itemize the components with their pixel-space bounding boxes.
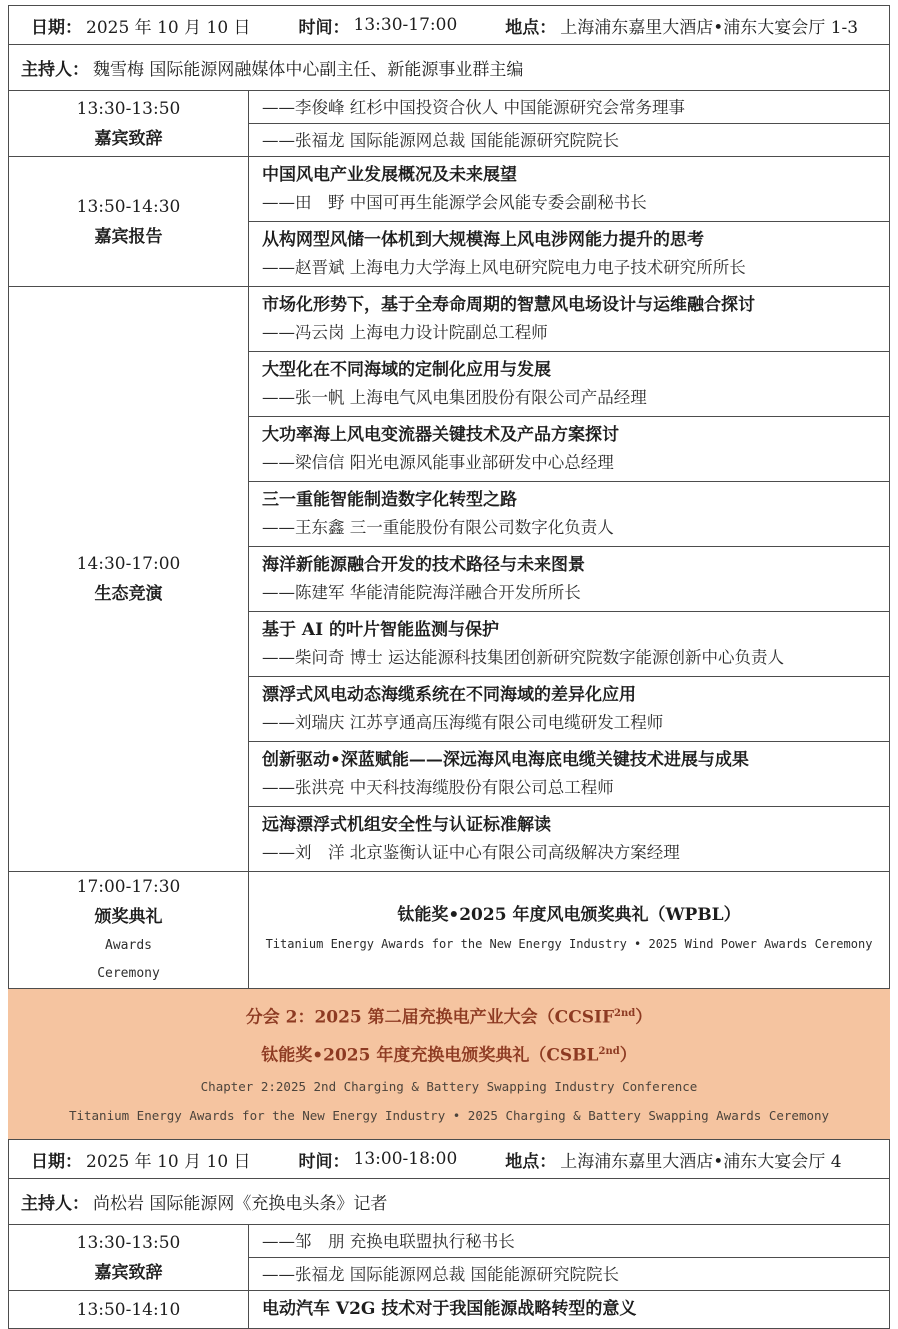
talk-title: 市场化形势下，基于全寿命周期的智慧风电场设计与运维融合探讨	[262, 295, 755, 315]
time-range: 13:50-14:30	[76, 196, 181, 217]
time-range: 13:30-13:50	[76, 98, 181, 119]
schedule-block-opening	[9, 90, 889, 156]
date-label: 日期：	[31, 1151, 82, 1172]
talk-item	[249, 416, 889, 481]
talk-speaker: ——李俊峰 红杉中国投资合伙人 中国能源研究会常务理事	[262, 97, 685, 117]
date-value: 2025 年 10 月 10 日	[86, 17, 251, 38]
time-group	[299, 13, 458, 38]
venue-group	[505, 1147, 841, 1172]
talk-item	[249, 1257, 889, 1290]
talk-title: 基于 AI 的叶片智能监测与保护	[262, 620, 499, 640]
time-value: 13:30-17:00	[353, 15, 458, 35]
talk-item	[249, 91, 889, 123]
award-title-en: Titanium Energy Awards for the New Energy Industry • 2025 Wind Power Awards Ceremony	[265, 937, 873, 951]
stage-label: 嘉宾致辞	[94, 128, 163, 149]
date-group	[31, 1147, 251, 1172]
superscript-2nd: 2nd	[598, 1045, 620, 1057]
time-cell	[9, 287, 249, 871]
awards-block	[9, 871, 889, 988]
stage-label: 生态竞演	[94, 584, 163, 604]
stage-label: 颁奖典礼	[94, 907, 163, 927]
talk-item	[249, 157, 889, 221]
talk-speaker: ——张福龙 国际能源网总裁 国能能源研究院院长	[262, 1264, 619, 1284]
superscript-2nd: 2nd	[614, 1008, 636, 1019]
talk-item	[249, 676, 889, 741]
talk-speaker: ——梁信信 阳光电源风能事业部研发中心总经理	[262, 453, 614, 472]
talk-item	[249, 221, 889, 286]
time-label: 时间：	[298, 1151, 350, 1172]
talk-title: 大型化在不同海域的定制化应用与发展	[262, 360, 551, 380]
talk-speaker: ——陈建军 华能清能院海洋融合开发所所长	[262, 583, 581, 602]
date-group	[31, 13, 251, 38]
talk-title: 大功率海上风电变流器关键技术及产品方案探讨	[262, 425, 619, 445]
stage-label-en: Awards	[105, 938, 152, 953]
talk-speaker: ——刘瑞庆 江苏亨通高压海缆有限公司电缆研发工程师	[262, 713, 664, 732]
talk-title: 远海漂浮式机组安全性与认证标准解读	[262, 815, 551, 835]
talk-item	[249, 123, 889, 156]
time-group	[299, 1147, 458, 1172]
date-value: 2025 年 10 月 10 日	[86, 1151, 251, 1172]
talk-title: 漂浮式风电动态海缆系统在不同海域的差异化应用	[262, 685, 636, 705]
talk-title: 从构网型风储一体机到大规模海上风电涉网能力提升的思考	[262, 230, 704, 250]
awards-content	[249, 872, 889, 986]
session2-banner	[8, 989, 890, 1139]
talk-speaker: ——张一帆 上海电气风电集团股份有限公司产品经理	[262, 388, 647, 407]
banner-title-cn-line2: 钛能奖•2025 年度充换电颁奖典礼$(CSBL^{2nd})$	[261, 1045, 637, 1066]
banner-title-en-line2: Titanium Energy Awards for the New Energy Industry • 2025 Charging & Battery Swapping Awards Ceremony	[68, 1108, 830, 1124]
time-value: 13:00-18:00	[353, 1149, 458, 1170]
talk-item	[249, 287, 889, 351]
session2-host-row	[9, 1178, 889, 1224]
time-cell	[9, 872, 249, 988]
host-label: 主持人：	[21, 1194, 89, 1215]
time-range: 13:50-14:10	[76, 1299, 181, 1320]
schedule-block-opening2	[9, 1224, 889, 1290]
talk-item	[249, 351, 889, 416]
talk-title: 电动汽车 V2G 技术对于我国能源战略转型的意义	[262, 1299, 637, 1320]
venue-value: 上海浦东嘉里大酒店•浦东大宴会厅 1-3	[560, 17, 859, 38]
award-title-cn: 钛能奖•2025 年度风电颁奖典礼（WPBL）	[397, 905, 741, 925]
time-range: 17:00-17:30	[76, 877, 181, 897]
talk-item	[249, 1291, 889, 1328]
time-range: 14:30-17:00	[76, 554, 181, 574]
venue-value: 上海浦东嘉里大酒店•浦东大宴会厅 4	[560, 1151, 842, 1172]
talk-speaker: ——柴问奇 博士 运达能源科技集团创新研究院数字能源创新中心负责人	[262, 648, 784, 667]
time-cell	[9, 1225, 249, 1290]
talk-speaker: ——冯云岗 上海电力设计院副总工程师	[262, 323, 548, 342]
session1-info-row	[9, 6, 889, 44]
session1-table	[8, 5, 890, 989]
block-content	[249, 287, 889, 871]
talk-item	[249, 806, 889, 871]
session2-info-row	[9, 1140, 889, 1178]
schedule-block-v2g	[9, 1290, 889, 1328]
time-cell	[9, 1291, 249, 1328]
schedule-block-eco	[9, 286, 889, 871]
time-cell	[9, 91, 249, 156]
schedule-block-keynote	[9, 156, 889, 286]
stage-label: 嘉宾报告	[94, 226, 163, 247]
stage-label-en: Ceremony	[97, 966, 160, 981]
block-content	[249, 1291, 889, 1328]
banner-title-en-line1: Chapter 2:2025 2nd Charging & Battery Swapping Industry Conference	[200, 1079, 698, 1095]
block-content	[249, 91, 889, 156]
host-value: 尚松岩 国际能源网《充换电头条》记者	[93, 1194, 388, 1215]
block-content	[249, 157, 889, 286]
talk-item	[249, 611, 889, 676]
host-value: 魏雪梅 国际能源网融媒体中心副主任、新能源事业群主编	[93, 60, 524, 80]
date-label: 日期：	[31, 17, 82, 38]
talk-speaker: ——赵晋斌 上海电力大学海上风电研究院电力电子技术研究所所长	[262, 258, 746, 277]
talk-speaker: ——张洪亮 中天科技海缆股份有限公司总工程师	[262, 778, 614, 797]
talk-item	[249, 481, 889, 546]
session2-table	[8, 1139, 890, 1329]
stage-label: 嘉宾致辞	[94, 1262, 163, 1283]
talk-speaker: ——田 野 中国可再生能源学会风能专委会副秘书长	[262, 193, 647, 212]
venue-group	[505, 13, 858, 38]
venue-label: 地点：	[505, 1151, 557, 1172]
talk-title: 中国风电产业发展概况及未来展望	[262, 165, 517, 185]
time-range: 13:30-13:50	[76, 1232, 181, 1253]
talk-title: 海洋新能源融合开发的技术路径与未来图景	[262, 555, 585, 575]
talk-speaker: ——王东鑫 三一重能股份有限公司数字化负责人	[262, 518, 614, 537]
talk-item	[249, 741, 889, 806]
talk-item	[249, 546, 889, 611]
time-label: 时间：	[298, 17, 350, 38]
host-label: 主持人：	[21, 60, 89, 80]
session1-host-row	[9, 44, 889, 90]
talk-title: 创新驱动•深蓝赋能——深远海风电海底电缆关键技术进展与成果	[262, 750, 749, 770]
time-cell	[9, 157, 249, 286]
block-content	[249, 1225, 889, 1290]
talk-item	[249, 1225, 889, 1257]
talk-speaker: ——张福龙 国际能源网总裁 国能能源研究院院长	[262, 130, 619, 150]
venue-label: 地点：	[505, 17, 557, 38]
talk-speaker: ——刘 洋 北京鉴衡认证中心有限公司高级解决方案经理	[262, 843, 680, 862]
banner-title-cn-line1: 分会 2：2025 第二届充换电产业大会$(CCSIF^{2nd})$	[245, 1007, 653, 1028]
talk-speaker: ——邹 朋 充换电联盟执行秘书长	[262, 1231, 515, 1251]
talk-title: 三一重能智能制造数字化转型之路	[262, 490, 517, 510]
